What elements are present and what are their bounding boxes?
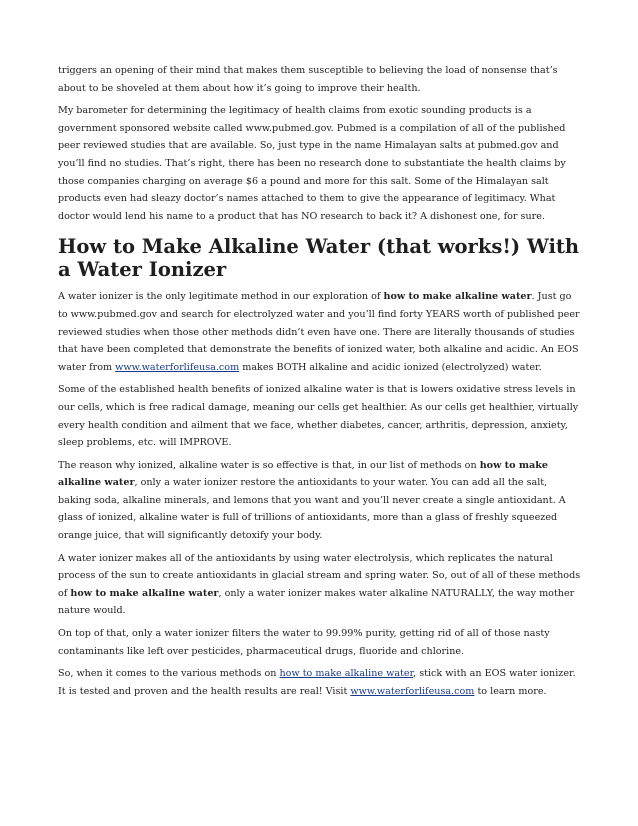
bold-keyword: how to make alkaline water	[383, 291, 532, 303]
text-run: . Just go to www.pubmed.gov and search for electrolyzed water and you’ll find forty YEARS worth of published peer reviewed studies when those other methods didn’t even have one. There are literally thousands of studies that have been completed that demonstrate the benefits of ionized water, both alkaline and acidic. An EOS water from	[58, 291, 580, 373]
section-paragraph-6	[58, 665, 582, 700]
text-run: makes BOTH alkaline and acidic ionized (electrolyzed) water.	[239, 361, 542, 373]
bold-keyword: how to make alkaline water	[70, 587, 219, 599]
section-paragraph-4	[58, 550, 582, 620]
alkaline-water-link[interactable]: how to make alkaline water	[279, 668, 414, 680]
text-run: , only a water ionizer makes water alkaline NATURALLY, the way mother nature would.	[58, 587, 575, 617]
text-run: , only a water ionizer restore the antioxidants to your water. You can add all the salt, baking soda, alkaline minerals, and lemons that you want and you’ll never create a single antioxidant. A glass of ionized, alkaline water is full of trillions of antioxidants, more than a glass of freshly squeezed orange juice, that will significantly detoxify your body.	[58, 477, 566, 542]
intro-paragraph-1: triggers an opening of their mind that makes them susceptible to believing the load of nonsense that’s about to be shoveled at them about how it’s going to improve their health.	[58, 65, 558, 94]
text-run: A water ionizer makes all of the antioxidants by using water electrolysis, which replicates the natural process of the sun to create antioxidants in glacial stream and spring water. So, out of all of these methods of	[58, 552, 581, 599]
text-run: So, when it comes to the various methods on	[58, 668, 280, 680]
section-paragraph-5: On top of that, only a water ionizer filters the water to 99.99% purity, getting rid of all of those nasty contaminants like left over pesticides, pharmaceutical drugs, fluoride and chlorine.	[58, 628, 550, 657]
intro-paragraph-2: My barometer for determining the legitimacy of health claims from exotic sounding products is a government sponsored website called www.pubmed.gov. Pubmed is a compilation of all of the published peer reviewed studies that are available. So, just type in the name Himalayan salts at pubmed.gov and you’ll find no studies. That’s right, there has been no research done to substantiate the health claims by those companies charging on average $6 a pound and more for this salt. Some of the Himalayan salt products even had sleazy doctor’s names attached to them to give the appearance of legitimacy. What doctor would lend his name to a product that has NO research to back it? A dishonest one, for sure.	[58, 105, 566, 222]
waterforlife-link[interactable]: www.waterforlifeusa.com	[115, 361, 240, 373]
section-paragraph-3	[58, 457, 582, 545]
text-run: , stick with an EOS water ionizer. It is tested and proven and the health results are real! Visit	[58, 668, 576, 697]
section-heading: How to Make Alkaline Water (that works!) With a Water Ionizer	[58, 235, 580, 282]
text-run: The reason why ionized, alkaline water is so effective is that, in our list of methods on	[58, 459, 480, 471]
section-paragraph-2: Some of the established health benefits of ionized alkaline water is that is lowers oxidative stress levels in our cells, which is free radical damage, meaning our cells get healthier. As our cells get healthier, virtually every health condition and ailment that we face, whether diabetes, cancer, arthritis, depression, anxiety, sleep problems, etc. will IMPROVE.	[58, 384, 579, 449]
document-page	[58, 62, 582, 705]
text-run: to learn more.	[474, 685, 547, 697]
waterforlife-link[interactable]: www.waterforlifeusa.com	[350, 685, 475, 697]
bold-keyword: how to make alkaline water	[58, 459, 548, 489]
section-paragraph-1	[58, 288, 582, 376]
text-run: A water ionizer is the only legitimate method in our exploration of	[58, 291, 384, 303]
